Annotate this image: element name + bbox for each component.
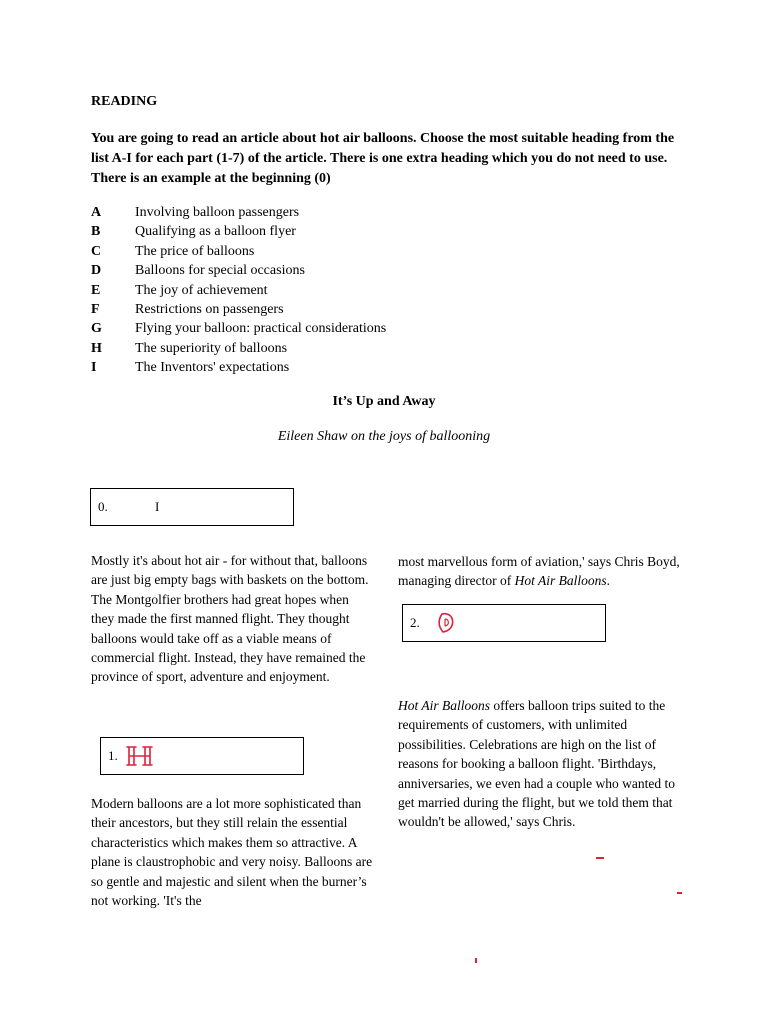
- pen-mark: [677, 892, 682, 894]
- pen-mark: [596, 857, 604, 859]
- answer-box-answer: I: [155, 499, 160, 514]
- paragraph-text: .: [606, 573, 610, 589]
- article-title: It’s Up and Away: [332, 394, 436, 409]
- heading-letter: B: [91, 224, 101, 240]
- answer-box-0[interactable]: [90, 488, 294, 526]
- pen-mark: [475, 958, 477, 963]
- article-paragraph: [398, 696, 688, 832]
- heading-text: Balloons for special occasions: [135, 263, 305, 279]
- heading-item: [91, 261, 386, 280]
- heading-letter: E: [91, 282, 101, 298]
- heading-letter: F: [91, 301, 100, 317]
- heading-letter: C: [91, 243, 102, 259]
- heading-letter: H: [91, 340, 102, 356]
- heading-item: [91, 358, 386, 377]
- instructions: You are going to read an article about hot air balloons. Choose the most suitable heading from the list A-I for each part (1-7) of the article. There is one extra heading which you do not need to use. There is an example at the beginning (0): [91, 131, 675, 186]
- answer-box-number: 2.: [410, 615, 420, 630]
- heading-text: The superiority of balloons: [135, 340, 288, 356]
- answer-box-number: 0.: [98, 499, 108, 514]
- paragraph-text: most marvellous form of aviation,' says Chris Boyd, managing director of: [398, 554, 680, 589]
- heading-item: [91, 222, 386, 241]
- heading-text: Qualifying as a balloon flyer: [135, 224, 296, 240]
- answer-box-2[interactable]: [402, 604, 606, 642]
- heading-item: [91, 242, 386, 261]
- article-byline: Eileen Shaw on the joys of ballooning: [277, 429, 491, 444]
- heading-text: Flying your balloon: practical considerations: [135, 321, 387, 337]
- heading-item: [91, 319, 386, 338]
- company-name: Hot Air Balloons: [514, 573, 607, 589]
- handwritten-answer-d: [435, 610, 459, 636]
- heading-item: [91, 300, 386, 319]
- article-paragraph: [398, 552, 688, 591]
- company-name: Hot Air Balloons: [398, 698, 491, 713]
- heading-text: Involving balloon passengers: [135, 205, 300, 220]
- answer-box-number: 1.: [108, 748, 118, 763]
- heading-letter: D: [91, 263, 102, 279]
- heading-text: The Inventors' expectations: [135, 360, 290, 376]
- paragraph-text: offers balloon trips suited to the requirements of customers, with unlimited possibilities. Celebrations are high on the list of reasons for booking a balloon flight. 'Birthdays, anniversaries, we even had a couple who wanted to get married during the flight, but we told them that wouldn't be allowed,' says Chris.: [398, 698, 676, 830]
- heading-letter: I: [91, 360, 97, 376]
- section-label: READING: [91, 94, 158, 109]
- answer-box-answer: [467, 615, 476, 631]
- heading-text: Restrictions on passengers: [135, 301, 284, 317]
- handwritten-answer-h: [125, 744, 157, 768]
- heading-item: [91, 203, 386, 222]
- heading-list: [91, 203, 386, 378]
- article-paragraph: Modern balloons are a lot more sophisticated than their ancestors, but they still relain the essential characteristics which makes them so attractive. A plane is claustrophobic and very noisy. Balloons are so gentle and majestic and silent when the burner’s not working. 'It's the: [91, 796, 373, 909]
- heading-item: [91, 281, 386, 300]
- article-paragraph: Mostly it's about hot air - for without that, balloons are just big empty bags with baskets on the bottom. The Montgolfier brothers had great hopes when they made the first manned flight. They thought balloons would take off as a viable means of commercial flight. Instead, they have remained the province of sport, adventure and enjoyment.: [91, 553, 369, 685]
- answer-box-answer: [165, 748, 174, 764]
- heading-letter: A: [91, 205, 102, 220]
- heading-letter: G: [91, 321, 102, 337]
- heading-text: The joy of achievement: [135, 282, 268, 298]
- heading-item: [91, 339, 386, 358]
- heading-text: The price of balloons: [135, 243, 255, 259]
- answer-box-1[interactable]: [100, 737, 304, 775]
